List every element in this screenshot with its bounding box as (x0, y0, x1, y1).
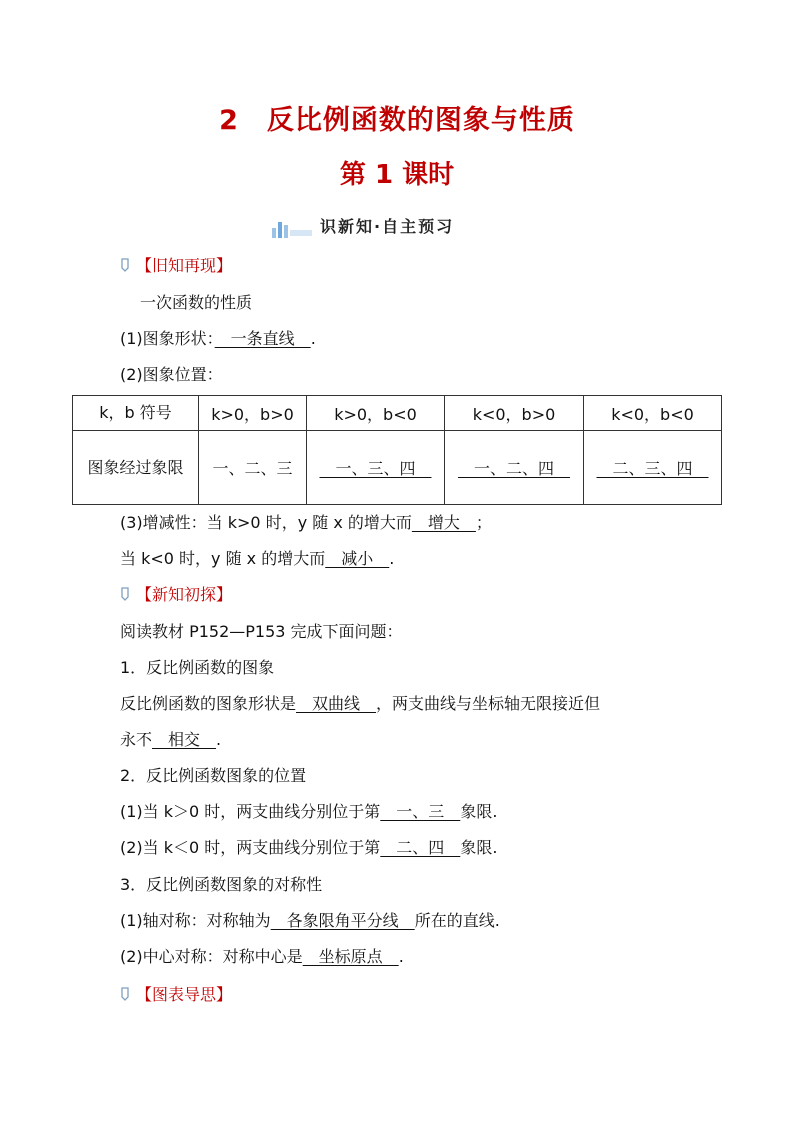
section-heading-new (120, 582, 232, 605)
section-banner (270, 212, 490, 240)
table-cell: k>0，b>0 (199, 396, 307, 431)
text-line: 1．反比例函数的图象 (120, 658, 275, 677)
banner-text: 识新知·自主预习 (320, 217, 455, 236)
table-cell: k，b 符号 (73, 396, 199, 431)
table-header-row (73, 396, 722, 431)
answer-blank: 一条直线 (214, 329, 311, 348)
bookmark-icon (120, 258, 132, 272)
table-cell: k>0，b<0 (307, 396, 445, 431)
answer-blank: 二、四 (380, 838, 461, 857)
section-heading-old (120, 253, 232, 276)
table-cell: 图象经过象限 (73, 431, 199, 505)
answer-blank: 增大 (411, 513, 476, 532)
bookmark-icon (120, 987, 132, 1001)
text-line: (2)中心对称：对称中心是 坐标原点 . (120, 947, 404, 966)
answer-blank: 双曲线 (296, 694, 377, 713)
answer-blank: 各象限角平分线 (270, 911, 415, 930)
text-line: 2．反比例函数图象的位置 (120, 766, 307, 785)
answer-blank: 一、三 (380, 802, 461, 821)
answer-blank: 二、三、四 (596, 459, 709, 478)
text-line: (1)图象形状： 一条直线 . (120, 329, 316, 348)
answer-blank: 一、二、四 (457, 459, 570, 478)
text-line: 当 k<0 时，y 随 x 的增大而 减小 . (120, 549, 395, 568)
answer-blank: 减小 (325, 549, 390, 568)
table-cell: k<0，b>0 (445, 396, 584, 431)
page-title: 2 反比例函数的图象与性质 (219, 105, 575, 136)
answer-blank: 相交 (152, 730, 217, 749)
section-heading-chart (120, 982, 232, 1005)
property-table (72, 395, 722, 505)
table-row (73, 431, 722, 505)
table-cell (307, 431, 445, 505)
section-heading-label: 【新知初探】 (136, 585, 233, 604)
table-cell (584, 431, 722, 505)
table-cell: k<0，b<0 (584, 396, 722, 431)
text-line: 阅读教材 P152—P153 完成下面问题： (120, 622, 403, 641)
text-line: (2)当 k＜0 时，两支曲线分别位于第 二、四 象限. (120, 838, 498, 857)
section-heading-label: 【图表导思】 (136, 985, 233, 1004)
text-line: 反比例函数的图象形状是 双曲线 ，两支曲线与坐标轴无限接近但 (120, 694, 601, 713)
text-line: (2)图象位置： (120, 365, 223, 384)
bar-chart-icon (270, 216, 314, 238)
answer-blank: 一、三、四 (319, 459, 432, 478)
page-subtitle: 第 1 课时 (339, 160, 455, 190)
table-cell: 一、二、三 (199, 431, 307, 505)
bookmark-icon (120, 587, 132, 601)
text-line: 一次函数的性质 (140, 293, 253, 312)
text-line: 永不 相交 . (120, 730, 222, 749)
answer-blank: 坐标原点 (302, 947, 399, 966)
text-line: (1)轴对称：对称轴为 各象限角平分线 所在的直线. (120, 911, 500, 930)
section-heading-label: 【旧知再现】 (136, 256, 233, 275)
text-line: (1)当 k＞0 时，两支曲线分别位于第 一、三 象限. (120, 802, 498, 821)
text-line: (3)增减性：当 k>0 时，y 随 x 的增大而 增大 ； (120, 513, 492, 532)
text-line: 3．反比例函数图象的对称性 (120, 875, 323, 894)
table-cell (445, 431, 584, 505)
